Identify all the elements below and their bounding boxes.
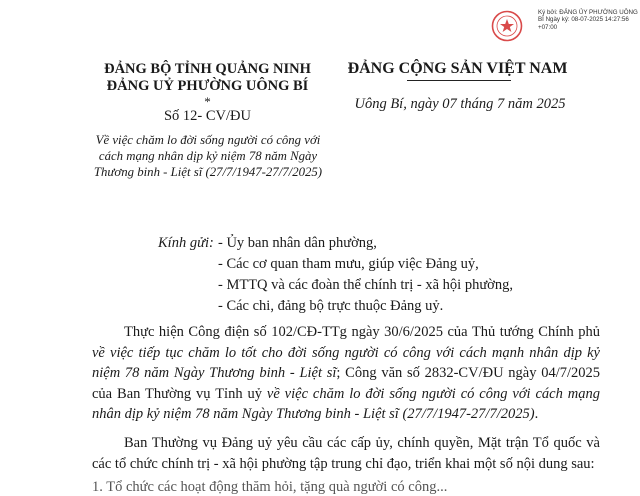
body-paragraph-3-partial: 1. Tổ chức các hoạt động thăm hỏi, tặng quà người có công... <box>92 479 448 495</box>
recipient-item: - Các chi, đảng bộ trực thuộc Đảng uỷ. <box>218 298 444 314</box>
p1-italic-segment: về việc chăm lo đời sống người có công với cách mạng nhân dịp kỷ niệm 78 năm Ngày Thương binh - Liệt sĩ (27/7/1947-27/7/2025) <box>92 385 600 422</box>
digital-signature-text: Ký bởi: ĐẢNG ỦY PHƯỜNG UÔNG BÍ Ngày ký: 08-07-2025 14:27:56 +07:00 <box>538 9 638 31</box>
p1-segment: . <box>534 406 539 422</box>
org-line-province: ĐẢNG BỘ TỈNH QUẢNG NINH <box>104 61 311 77</box>
recipient-item: - Ủy ban nhân dân phường, <box>218 235 377 251</box>
body-paragraph-2: Ban Thường vụ Đảng uỷ yêu cầu các cấp ủy, chính quyền, Mặt trận Tổ quốc và các tổ chức chính trị - xã hội phường tập trung chỉ đạo, triển khai một số nội dung sau: <box>92 435 600 472</box>
star-separator: * <box>204 94 211 109</box>
party-underline <box>407 80 511 81</box>
org-line-ward: ĐẢNG UỶ PHƯỜNG UÔNG BÍ <box>106 78 309 94</box>
document-number: Số 12- CV/ĐU <box>163 108 251 124</box>
recipients-label: Kính gửi: <box>158 235 214 251</box>
place-date: Uông Bí, ngày 07 tháng 7 năm 2025 <box>354 96 566 112</box>
body-paragraph-1 <box>92 322 600 425</box>
recipient-item: - Các cơ quan tham mưu, giúp việc Đảng uỷ, <box>218 256 479 272</box>
digital-seal-icon <box>491 10 523 42</box>
p1-segment: ; Công văn số 2832-CV/ĐU ngày 04/7/2025 của Ban Thường vụ Tỉnh uỷ <box>92 365 601 402</box>
document-subject: Về việc chăm lo đời sống người có công với cách mạng nhân dịp kỷ niệm 78 năm Ngày Thương binh - Liệt sĩ (27/7/1947-27/7/2025) <box>93 133 323 179</box>
recipient-item: - MTTQ và các đoàn thể chính trị - xã hội phường, <box>218 277 513 293</box>
p1-segment: Thực hiện Công điện số 102/CĐ-TTg ngày 30/6/2025 của Thủ tướng Chính phủ <box>124 324 600 340</box>
p1-italic-segment: về việc tiếp tục chăm lo tốt cho đời sống người có công với cách mạnh nhân dịp kỷ niệm 78 năm Ngày Thương binh - Liệt sĩ <box>92 344 600 381</box>
party-name: ĐẢNG CỘNG SẢN VIỆT NAM <box>347 60 568 77</box>
